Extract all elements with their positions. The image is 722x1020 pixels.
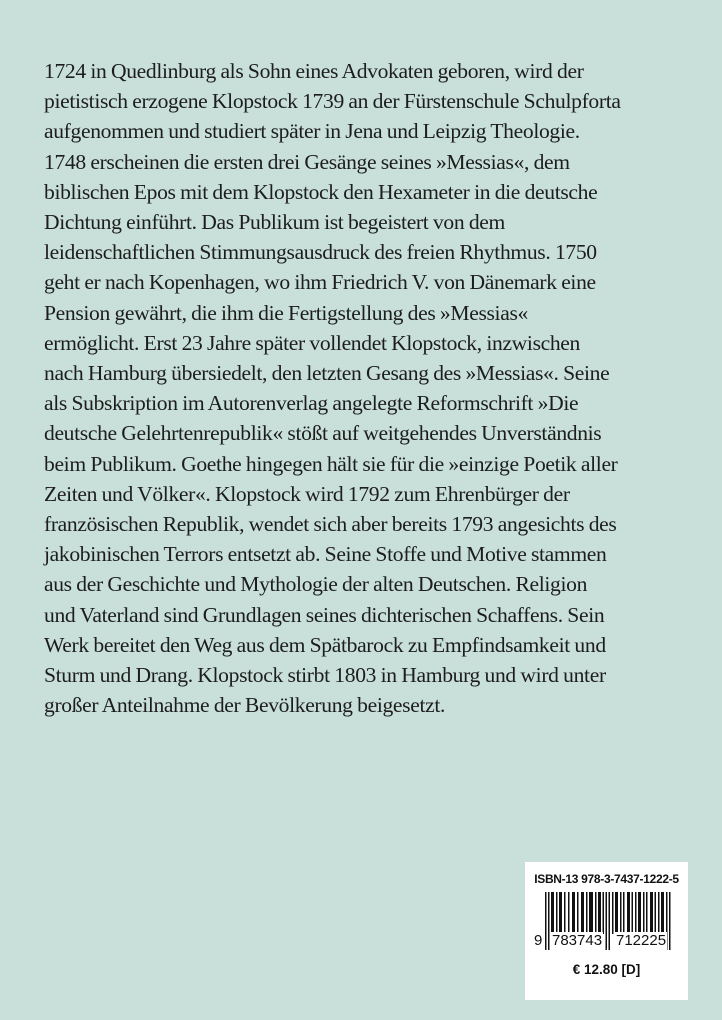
blurb-line: beim Publikum. Goethe hingegen hält sie für die »einzige Poetik aller: [44, 451, 618, 476]
barcode-left-digits: 783743: [552, 932, 603, 949]
back-cover-blurb: [44, 56, 684, 720]
price-label: € 12.80 [D]: [572, 962, 641, 977]
blurb-line: leidenschaftlichen Stimmungsausdruck des freien Rhythmus. 1750: [44, 240, 597, 265]
blurb-line: 1724 in Quedlinburg als Sohn eines Advokaten geboren, wird der: [44, 59, 584, 83]
isbn-number: ISBN-13 978-3-7437-1222-5: [534, 872, 679, 886]
blurb-line: als Subskription im Autorenverlag angelegte Reformschrift »Die: [44, 391, 579, 416]
blurb-line: ermöglicht. Erst 23 Jahre später vollendet Klopstock, inzwischen: [44, 330, 580, 355]
blurb-line: französischen Republik, wendet sich aber bereits 1793 angesichts des: [44, 512, 617, 537]
barcode-right-digits: 712225: [616, 932, 667, 949]
barcode-digits: [533, 932, 680, 952]
blurb-line: jakobinischen Terrors entsetzt ab. Seine Stoffe und Motive stammen: [44, 542, 607, 567]
barcode-lead-digit: 9: [534, 932, 543, 949]
blurb-line: Werk bereitet den Weg aus dem Spätbarock zu Empfindsamkeit und: [44, 632, 606, 657]
isbn-barcode-label: [525, 862, 688, 1000]
blurb-line: Zeiten und Völker«. Klopstock wird 1792 zum Ehrenbürger der: [44, 481, 570, 506]
blurb-line: deutsche Gelehrtenrepublik« stößt auf weitgehendes Unverständnis: [44, 421, 602, 446]
blurb-line: aufgenommen und studiert später in Jena und Leipzig Theologie.: [44, 119, 580, 144]
blurb-line: Pension gewährt, die ihm die Fertigstellung des »Messias«: [44, 300, 528, 325]
blurb-line: geht er nach Kopenhagen, wo ihm Friedrich V. von Dänemark eine: [44, 270, 596, 295]
blurb-line: und Vaterland sind Grundlagen seines dichterischen Schaffens. Sein: [44, 602, 605, 627]
blurb-line: biblischen Epos mit dem Klopstock den Hexameter in die deutsche: [44, 179, 598, 204]
blurb-line: aus der Geschichte und Mythologie der alten Deutschen. Religion: [44, 572, 588, 597]
blurb-line: nach Hamburg übersiedelt, den letzten Gesang des »Messias«. Seine: [44, 361, 610, 386]
blurb-line: pietistisch erzogene Klopstock 1739 an der Fürstenschule Schulpforta: [44, 89, 621, 114]
blurb-line: Dichtung einführt. Das Publikum ist begeistert von dem: [44, 210, 505, 235]
blurb-line: Sturm und Drang. Klopstock stirbt 1803 in Hamburg und wird unter: [44, 663, 606, 688]
blurb-line: großer Anteilnahme der Bevölkerung beigesetzt.: [44, 693, 446, 718]
blurb-line: 1748 erscheinen die ersten drei Gesänge seines »Messias«, dem: [44, 149, 570, 174]
